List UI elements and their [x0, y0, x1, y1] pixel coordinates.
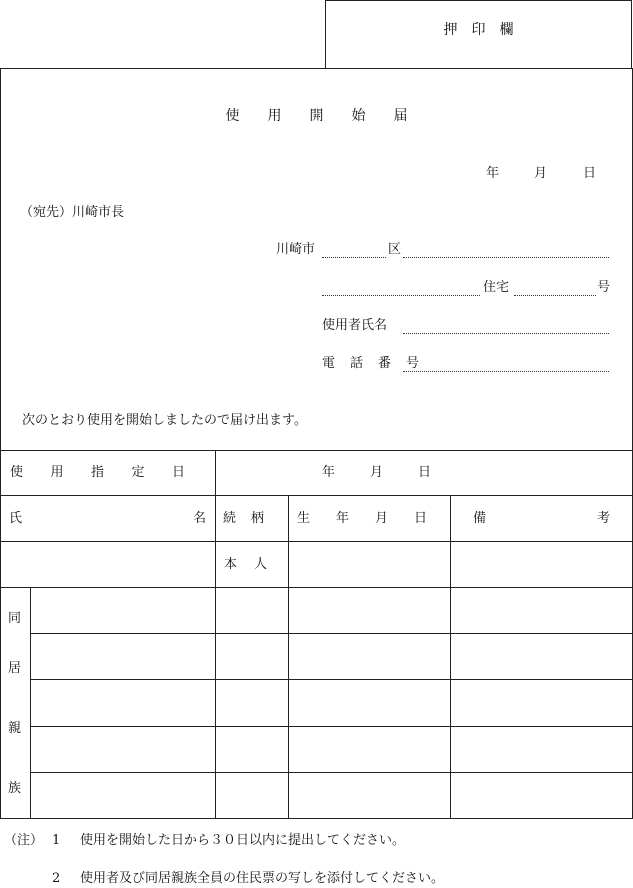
seal-box-label: 押 印 欄	[443, 22, 514, 38]
family-label-char: 親	[8, 721, 22, 736]
designated-date-day: 日	[418, 465, 432, 480]
self-remarks-cell[interactable]	[451, 542, 632, 587]
housing-number-field[interactable]	[514, 295, 596, 296]
designated-date-field[interactable]	[216, 451, 632, 495]
housing-name-field[interactable]	[322, 295, 480, 296]
header-remarks-2: 考	[597, 511, 611, 526]
family-label-char: 居	[8, 661, 22, 676]
self-birthdate-cell[interactable]	[289, 542, 450, 587]
date-month-label: 月	[534, 166, 548, 181]
addressee: （宛先）川崎市長	[20, 205, 125, 220]
address-ward-field[interactable]	[322, 257, 386, 258]
form-title: 使 用 開 始 届	[225, 108, 408, 124]
phone-field[interactable]	[403, 371, 609, 372]
note-text: 使用を開始した日から３０日以内に提出してください。	[80, 833, 406, 848]
date-year-label: 年	[486, 166, 500, 181]
address-city-label: 川崎市	[276, 242, 316, 257]
header-birthdate: 生 年 月 日	[297, 511, 428, 526]
note-number: 2	[52, 871, 61, 886]
table-row-rule	[0, 495, 633, 496]
housing-label: 住宅	[483, 280, 510, 295]
self-name-cell[interactable]	[1, 542, 215, 587]
number-label: 号	[597, 280, 611, 295]
designated-date-month: 月	[370, 465, 384, 480]
header-remarks-1: 備	[473, 511, 487, 526]
family-label-char: 同	[8, 611, 22, 626]
date-day-label: 日	[583, 166, 597, 181]
header-name-2: 名	[193, 511, 207, 526]
statement: 次のとおり使用を開始しましたので届け出ます。	[22, 413, 307, 428]
family-row[interactable]	[31, 588, 632, 633]
notes-prefix: （注）	[4, 833, 44, 848]
note-text: 使用者及び同居親族全員の住民票の写しを添付してください。	[80, 871, 445, 886]
header-relation: 続 柄	[223, 511, 266, 526]
address-ward-label: 区	[388, 242, 402, 257]
user-name-label: 使用者氏名	[322, 318, 388, 333]
note-number: 1	[52, 833, 61, 848]
family-row[interactable]	[31, 634, 632, 679]
header-name-1: 氏	[9, 511, 23, 526]
designated-date-label: 使 用 指 定 日	[10, 465, 186, 480]
family-row[interactable]	[31, 727, 632, 772]
self-relation: 本 人	[224, 557, 270, 572]
address-street-field[interactable]	[403, 257, 609, 258]
user-name-field[interactable]	[403, 333, 609, 334]
phone-label: 電 話 番 号	[322, 356, 421, 371]
family-row[interactable]	[31, 680, 632, 726]
family-label-char: 族	[8, 781, 22, 796]
designated-date-year: 年	[322, 465, 336, 480]
family-row[interactable]	[31, 773, 632, 818]
